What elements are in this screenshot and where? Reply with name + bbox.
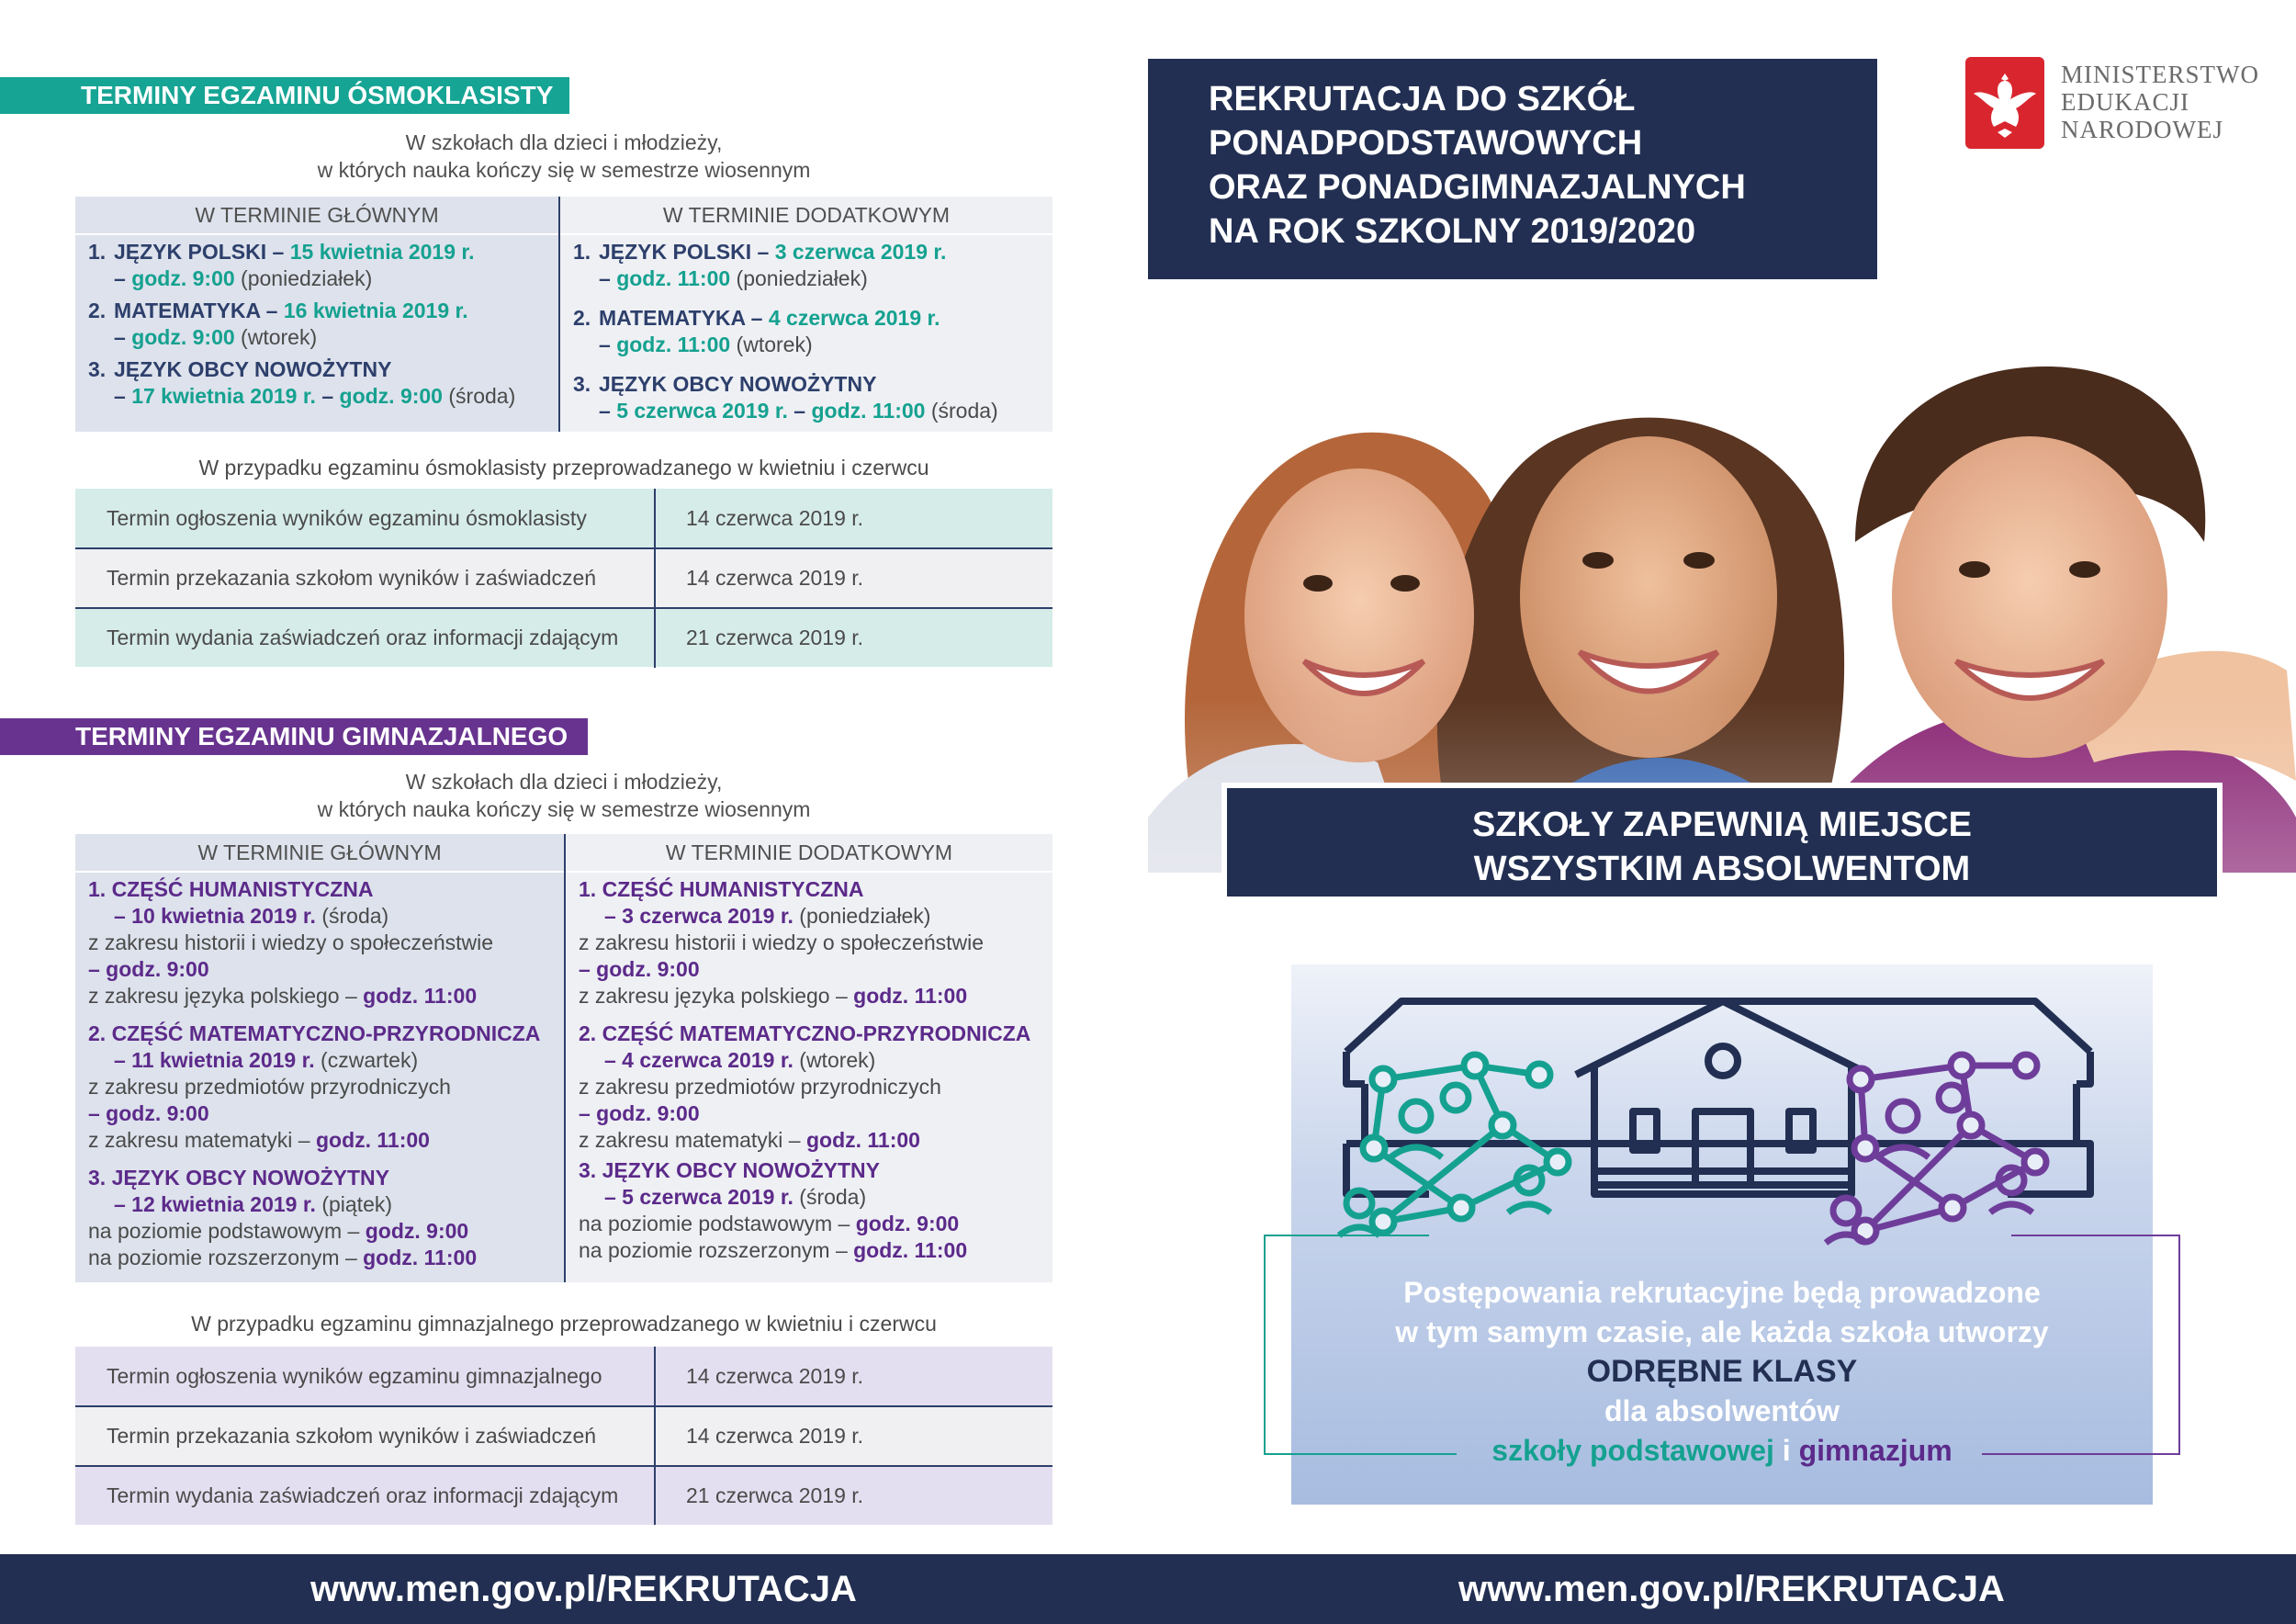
info-primary-school: szkoły podstawowej [1491, 1434, 1774, 1467]
part-hour: – godz. 9:00 [579, 1101, 700, 1125]
row-label: Termin wydania zaświadczeń oraz informacji zdającym [107, 626, 619, 649]
part-day: (piątek) [315, 1192, 393, 1216]
exam-day: (wtorek) [234, 325, 318, 349]
exam-date: 3 czerwca 2019 r. [774, 240, 947, 264]
title-line: REKRUTACJA DO SZKÓŁ [1209, 80, 1636, 118]
row-label: Termin ogłoszenia wyników egzaminu gimnazjalnego [107, 1364, 602, 1388]
table-row [75, 608, 1052, 667]
part-day: (środa) [793, 1185, 867, 1209]
row-label: Termin wydania zaświadczeń oraz informacji zdającym [107, 1483, 619, 1507]
gim-schedule-table [75, 834, 1052, 1282]
gim-main-part-1 [88, 876, 551, 1009]
row-date: 14 czerwca 2019 r. [686, 1364, 864, 1388]
exam-date: 16 kwietnia 2019 r. [283, 299, 468, 322]
row-date: 14 czerwca 2019 r. [686, 566, 864, 590]
ministry-line: EDUKACJI [2061, 88, 2189, 116]
osm-main-header: W TERMINIE GŁÓWNYM [195, 203, 439, 227]
osm-extra-item-2: 2. MATEMATYKA – 4 czerwca 2019 r. – godz. 11:00 (wtorek) [573, 306, 940, 356]
part-title: 2. CZĘŚĆ MATEMATYCZNO-PRZYRODNICZA [88, 1021, 541, 1045]
subject: MATEMATYKA [114, 299, 261, 322]
info-gymnasium: gimnazjum [1798, 1434, 1953, 1467]
title-line: NA ROK SZKOLNY 2019/2020 [1209, 212, 1696, 251]
osm-intro [75, 129, 1052, 184]
network-purple-icon [1826, 1054, 2046, 1243]
guarantee-banner-inner [1227, 788, 2217, 897]
school-illustration [1291, 964, 2153, 1268]
footer-link-left[interactable]: www.men.gov.pl/REKRUTACJA [310, 1569, 857, 1609]
osm-extra-list [560, 233, 1052, 432]
exam-day: (środa) [442, 384, 516, 408]
exam-date: 4 czerwca 2019 r. [768, 306, 940, 330]
exam-day: (wtorek) [730, 333, 813, 356]
row-label: Termin ogłoszenia wyników egzaminu ósmoklasisty [107, 506, 587, 530]
part-hour: godz. 11:00 [363, 984, 478, 1008]
part-title: 1. CZĘŚĆ HUMANISTYCZNA [88, 877, 374, 901]
frame-line-purple [2011, 1235, 2180, 1236]
frame-line-purple [2178, 1235, 2180, 1455]
item-number: 3. [88, 357, 107, 381]
osm-schedule-table [75, 197, 1052, 432]
ministry-line: NARODOWEJ [2061, 116, 2223, 143]
item-number: 2. [573, 306, 591, 330]
gim-extra-header: W TERMINIE DODATKOWYM [665, 840, 953, 864]
osm-section-title: TERMINY EGZAMINU ÓSMOKLASISTY [0, 77, 569, 114]
osm-note: W przypadku egzaminu ósmoklasisty przeprowadzanego w kwietniu i czerwcu [198, 456, 929, 479]
frame-line-teal [1264, 1235, 1429, 1236]
item-number: 1. [573, 240, 591, 264]
part-hour: – godz. 9:00 [579, 957, 700, 981]
osm-extra-item-3: 3. JĘZYK OBCY NOWOŻYTNY – 5 czerwca 2019 r. – godz. 11:00 (środa) [573, 372, 998, 423]
gim-main-header: W TERMINIE GŁÓWNYM [197, 840, 442, 864]
part-day: (poniedziałek) [793, 904, 931, 928]
osm-intro-line-1: W szkołach dla dzieci i młodzieży, [405, 130, 723, 154]
part-title: 3. JĘZYK OBCY NOWOŻYTNY [579, 1158, 881, 1182]
exam-hour: godz. 9:00 [339, 384, 443, 408]
part-hour: godz. 11:00 [853, 1238, 968, 1262]
exam-hour: godz. 11:00 [811, 399, 926, 423]
row-label: Termin przekazania szkołom wyników i zaświadczeń [107, 1424, 597, 1448]
subject: MATEMATYKA [599, 306, 746, 330]
osm-main-list [75, 233, 558, 432]
table-row [75, 1466, 1052, 1525]
part-date: – 11 kwietnia 2019 r. [114, 1048, 315, 1072]
exam-day: (poniedziałek) [234, 266, 373, 290]
subject: JĘZYK POLSKI [114, 240, 267, 264]
part-day: (środa) [315, 904, 389, 928]
info-connector: i [1773, 1434, 1799, 1467]
item-number: 3. [573, 372, 591, 396]
part-hour: godz. 9:00 [855, 1212, 960, 1235]
osm-intro-line-2: w których nauka kończy się w semestrze wiosennym [317, 158, 811, 182]
banner-line: SZKOŁY ZAPEWNIĄ MIEJSCE [1471, 806, 1973, 844]
part-line: z zakresu matematyki – [579, 1128, 806, 1152]
table-row [75, 1406, 1052, 1465]
exam-date: 15 kwietnia 2019 r. [289, 240, 475, 264]
part-date: – 4 czerwca 2019 r. [604, 1048, 793, 1072]
part-line: z zakresu języka polskiego – [88, 984, 364, 1008]
part-line: na poziomie rozszerzonym – [579, 1238, 854, 1262]
exam-hour: godz. 11:00 [616, 333, 731, 356]
part-title: 1. CZĘŚĆ HUMANISTYCZNA [579, 877, 864, 901]
gim-extra-list [566, 871, 1052, 1282]
table-row [75, 489, 1052, 547]
footer-link-right[interactable]: www.men.gov.pl/REKRUTACJA [1458, 1569, 2005, 1609]
part-line: z zakresu języka polskiego – [579, 984, 854, 1008]
part-hour: godz. 11:00 [363, 1246, 478, 1269]
item-number: 2. [88, 299, 107, 322]
osm-results-table [75, 489, 1052, 668]
part-line: z zakresu przedmiotów przyrodniczych [88, 1075, 451, 1099]
part-date: – 3 czerwca 2019 r. [604, 904, 793, 928]
part-date: – 10 kwietnia 2019 r. [114, 904, 316, 928]
row-date: 14 czerwca 2019 r. [686, 1424, 864, 1448]
row-date: 21 czerwca 2019 r. [686, 1483, 864, 1507]
row-label: Termin przekazania szkołom wyników i zaświadczeń [107, 566, 597, 590]
info-line: dla absolwentów [1604, 1394, 1840, 1427]
part-title: 3. JĘZYK OBCY NOWOŻYTNY [88, 1166, 390, 1190]
part-hour: – godz. 9:00 [88, 1101, 209, 1125]
part-day: (czwartek) [314, 1048, 419, 1072]
part-line: z zakresu matematyki – [88, 1128, 316, 1152]
info-line: Postępowania rekrutacyjne będą prowadzone [1403, 1276, 2041, 1309]
info-highlight: ODRĘBNE KLASY [1586, 1354, 1858, 1389]
banner-line: WSZYSTKIM ABSOLWENTOM [1473, 850, 1971, 888]
osm-main-item-2: 2. MATEMATYKA – 16 kwietnia 2019 r. – godz. 9:00 (wtorek) [88, 299, 468, 349]
part-day: (wtorek) [793, 1048, 876, 1072]
footer-bar [0, 1554, 2296, 1624]
part-line: z zakresu przedmiotów przyrodniczych [579, 1075, 941, 1099]
item-number: 1. [88, 240, 107, 264]
dash: – [745, 306, 769, 330]
guarantee-banner [1221, 783, 2223, 902]
gim-main-list [75, 871, 564, 1282]
part-line: z zakresu historii i wiedzy o społeczeństwie [579, 930, 985, 954]
title-line: PONADPODSTAWOWYCH [1209, 124, 1643, 163]
ministry-name [2061, 61, 2259, 143]
dash: – [266, 240, 290, 264]
part-hour: – godz. 9:00 [88, 957, 209, 981]
gim-note: W przypadku egzaminu gimnazjalnego przeprowadzanego w kwietniu i czerwcu [191, 1312, 937, 1336]
info-line: w tym samym czasie, ale każda szkoła utworzy [1395, 1315, 2049, 1348]
row-date: 21 czerwca 2019 r. [686, 626, 864, 649]
subject: JĘZYK POLSKI [599, 240, 752, 264]
part-line: na poziomie rozszerzonym – [88, 1246, 364, 1269]
part-hour: godz. 11:00 [315, 1128, 430, 1152]
part-date: – 5 czerwca 2019 r. [604, 1185, 793, 1209]
osm-extra-header: W TERMINIE DODATKOWYM [662, 203, 951, 227]
gim-results-table [75, 1347, 1052, 1525]
part-title: 2. CZĘŚĆ MATEMATYCZNO-PRZYRODNICZA [579, 1021, 1031, 1045]
students-photo [1148, 266, 2296, 873]
exam-hour: godz. 11:00 [616, 266, 731, 290]
exam-date: 5 czerwca 2019 r. [616, 399, 788, 423]
part-line: na poziomie podstawowym – [579, 1212, 856, 1235]
info-text [1291, 1273, 2153, 1471]
osm-main-item-3: 3. JĘZYK OBCY NOWOŻYTNY – 17 kwietnia 2019 r. – godz. 9:00 (środa) [88, 357, 516, 408]
part-hour: godz. 11:00 [805, 1128, 920, 1152]
gim-section-title: TERMINY EGZAMINU GIMNAZJALNEGO [0, 718, 588, 755]
gim-extra-part-3 [579, 1157, 1040, 1264]
exam-hour: godz. 9:00 [131, 266, 235, 290]
osm-main-item-1: 1. JĘZYK POLSKI – 15 kwietnia 2019 r. – godz. 9:00 (poniedziałek) [88, 240, 475, 290]
gim-extra-part-1 [579, 876, 1040, 1009]
exam-hour: godz. 9:00 [131, 325, 235, 349]
ministry-logo [1965, 57, 2268, 149]
exam-day: (poniedziałek) [730, 266, 868, 290]
title-line: ORAZ PONADGIMNAZJALNYCH [1209, 168, 1746, 207]
table-row [75, 1347, 1052, 1405]
ministry-line: MINISTERSTWO [2061, 61, 2259, 88]
gim-intro [75, 768, 1052, 823]
part-date: – 12 kwietnia 2019 r. [114, 1192, 316, 1216]
part-line: na poziomie podstawowym – [88, 1219, 366, 1243]
subject: JĘZYK OBCY NOWOŻYTNY [114, 357, 392, 381]
row-date: 14 czerwca 2019 r. [686, 506, 864, 530]
table-row [75, 548, 1052, 607]
exam-date: 17 kwietnia 2019 r. [131, 384, 316, 408]
subject: JĘZYK OBCY NOWOŻYTNY [599, 372, 877, 396]
osm-extra-item-1: 1. JĘZYK POLSKI – 3 czerwca 2019 r. – godz. 11:00 (poniedziałek) [573, 240, 947, 290]
gim-main-part-3 [88, 1165, 551, 1271]
gim-intro-line-1: W szkołach dla dzieci i młodzieży, [405, 770, 723, 794]
part-line: z zakresu historii i wiedzy o społeczeństwie [88, 930, 494, 954]
recruitment-title-box [1148, 59, 1877, 279]
part-hour: godz. 11:00 [853, 984, 968, 1008]
eagle-crest-icon [1965, 57, 2044, 149]
gim-main-part-2 [88, 1021, 551, 1154]
dash: – [751, 240, 775, 264]
frame-line-teal [1264, 1235, 1266, 1455]
part-hour: godz. 9:00 [365, 1219, 469, 1243]
gim-intro-line-2: w których nauka kończy się w semestrze wiosennym [317, 797, 811, 821]
dash: – [260, 299, 284, 322]
gim-extra-part-2 [579, 1021, 1040, 1154]
exam-day: (środa) [925, 399, 998, 423]
